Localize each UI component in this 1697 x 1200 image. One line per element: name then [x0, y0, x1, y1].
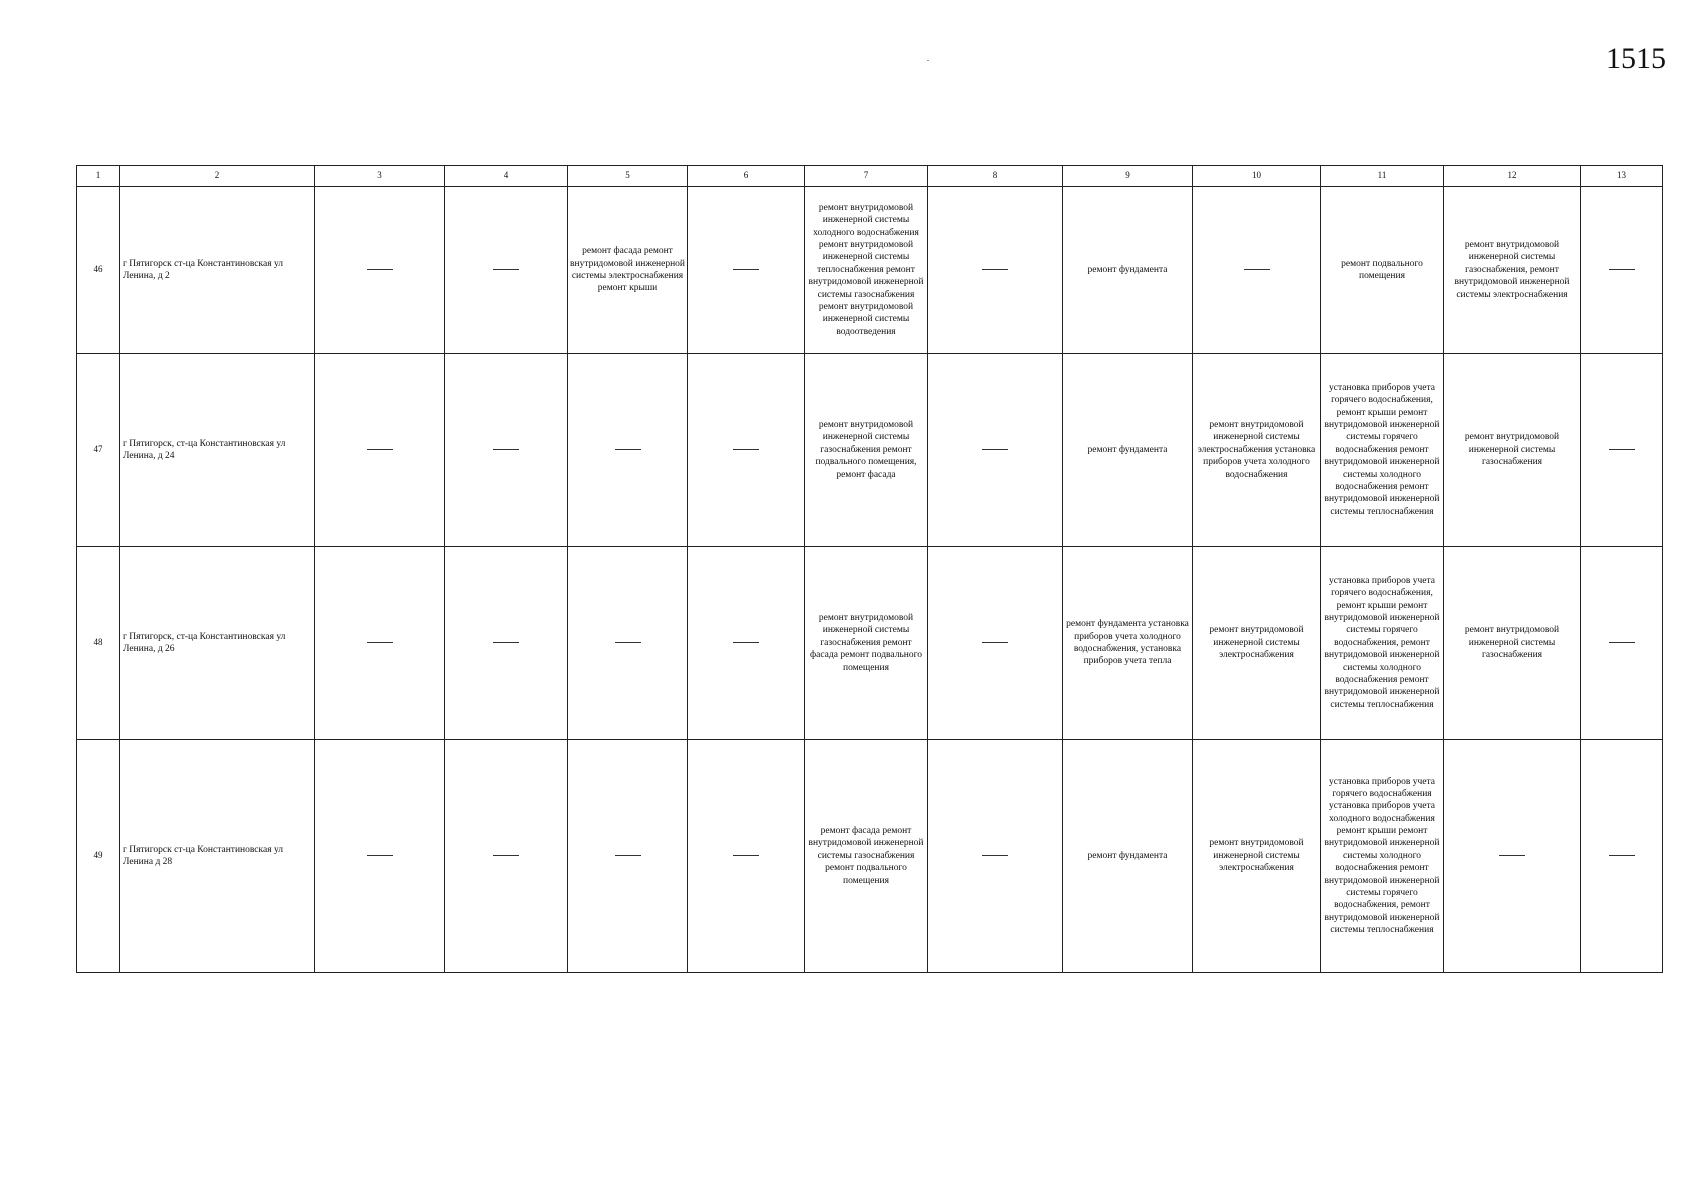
- empty-cell: [445, 547, 568, 740]
- empty-cell: [688, 547, 805, 740]
- column-number-cell: 4: [445, 166, 568, 187]
- dash-mark: [615, 855, 641, 856]
- work-type-cell: ремонт внутридомовой инженерной системы газоснабжения ремонт подвального помещения, ремонт фасада: [805, 354, 928, 547]
- row-number-cell: 48: [77, 547, 120, 740]
- empty-cell: [315, 740, 445, 973]
- page-number: 1515: [1606, 42, 1666, 75]
- column-number-cell: 2: [120, 166, 315, 187]
- work-type-cell: ремонт внутридомовой инженерной системы электроснабжения установка приборов учета холодного водоснабжения: [1193, 354, 1321, 547]
- empty-cell: [568, 547, 688, 740]
- work-type-cell: ремонт внутридомовой инженерной системы газоснабжения ремонт фасада ремонт подвального помещения: [805, 547, 928, 740]
- dash-mark: [367, 855, 393, 856]
- column-number-cell: 8: [928, 166, 1063, 187]
- empty-cell: [928, 354, 1063, 547]
- column-number-cell: 7: [805, 166, 928, 187]
- dash-mark: [1609, 855, 1635, 856]
- empty-cell: [1193, 187, 1321, 354]
- dash-mark: [367, 642, 393, 643]
- address-cell: г Пятигорск, ст-ца Константиновская ул Ленина, д 24: [120, 354, 315, 547]
- row-number-cell: 46: [77, 187, 120, 354]
- dash-mark: [493, 855, 519, 856]
- empty-cell: [315, 187, 445, 354]
- empty-cell: [688, 740, 805, 973]
- dash-mark: [733, 855, 759, 856]
- work-type-cell: установка приборов учета горячего водоснабжения, ремонт крыши ремонт внутридомовой инженерной системы горячего водоснабжения, ремонт внутридомовой инженерной системы холодного водоснабжения ремонт внутридомовой инженерной системы теплоснабжения: [1321, 547, 1444, 740]
- empty-cell: [445, 354, 568, 547]
- address-cell: г Пятигорск ст-ца Константиновская ул Ленина д 28: [120, 740, 315, 973]
- dash-mark: [1609, 269, 1635, 270]
- work-type-cell: ремонт внутридомовой инженерной системы газоснабжения: [1444, 547, 1581, 740]
- empty-cell: [1581, 740, 1663, 973]
- column-number-cell: 12: [1444, 166, 1581, 187]
- dash-mark: [367, 449, 393, 450]
- column-number-cell: 9: [1063, 166, 1193, 187]
- dash-mark: [982, 269, 1008, 270]
- empty-cell: [928, 187, 1063, 354]
- dash-mark: [493, 269, 519, 270]
- empty-cell: [568, 354, 688, 547]
- row-number-cell: 49: [77, 740, 120, 973]
- column-number-cell: 11: [1321, 166, 1444, 187]
- empty-cell: [688, 354, 805, 547]
- work-type-cell: ремонт фасада ремонт внутридомовой инженерной системы электроснабжения ремонт крыши: [568, 187, 688, 354]
- table-row: [77, 547, 1663, 740]
- dash-mark: [1499, 855, 1525, 856]
- work-type-cell: установка приборов учета горячего водоснабжения, ремонт крыши ремонт внутридомовой инженерной системы горячего водоснабжения ремонт внутридомовой инженерной системы холодного водоснабжения ремонт внутридомовой инженерной системы теплоснабжения: [1321, 354, 1444, 547]
- scan-mark: [927, 60, 929, 61]
- dash-mark: [1609, 642, 1635, 643]
- dash-mark: [982, 449, 1008, 450]
- dash-mark: [615, 642, 641, 643]
- work-type-cell: ремонт подвального помещения: [1321, 187, 1444, 354]
- column-number-cell: 5: [568, 166, 688, 187]
- empty-cell: [928, 740, 1063, 973]
- address-cell: г Пятигорск ст-ца Константиновская ул Ленина, д 2: [120, 187, 315, 354]
- address-cell: г Пятигорск, ст-ца Константиновская ул Ленина, д 26: [120, 547, 315, 740]
- dash-mark: [1244, 269, 1270, 270]
- work-type-cell: ремонт внутридомовой инженерной системы газоснабжения: [1444, 354, 1581, 547]
- empty-cell: [928, 547, 1063, 740]
- work-type-cell: ремонт фундамента: [1063, 354, 1193, 547]
- work-type-cell: установка приборов учета горячего водоснабжения установка приборов учета холодного водоснабжения ремонт крыши ремонт внутридомовой инженерной системы холодного водоснабжения ремонт внутридомовой инженерной системы горячего водоснабжения, ремонт внутридомовой инженерной системы теплоснабжения: [1321, 740, 1444, 973]
- work-type-cell: ремонт фундамента: [1063, 187, 1193, 354]
- dash-mark: [493, 449, 519, 450]
- work-type-cell: ремонт внутридомовой инженерной системы холодного водоснабжения ремонт внутридомовой инженерной системы теплоснабжения ремонт внутридомовой инженерной системы газоснабжения ремонт внутридомовой инженерной системы водоотведения: [805, 187, 928, 354]
- empty-cell: [445, 740, 568, 973]
- dash-mark: [982, 855, 1008, 856]
- repair-schedule-table: [76, 165, 1663, 973]
- empty-cell: [1581, 354, 1663, 547]
- row-number-cell: 47: [77, 354, 120, 547]
- column-number-cell: 10: [1193, 166, 1321, 187]
- empty-cell: [688, 187, 805, 354]
- dash-mark: [733, 449, 759, 450]
- dash-mark: [982, 642, 1008, 643]
- table-row: [77, 187, 1663, 354]
- work-type-cell: ремонт внутридомовой инженерной системы электроснабжения: [1193, 740, 1321, 973]
- empty-cell: [568, 740, 688, 973]
- empty-cell: [315, 354, 445, 547]
- work-type-cell: ремонт внутридомовой инженерной системы электроснабжения: [1193, 547, 1321, 740]
- dash-mark: [733, 642, 759, 643]
- empty-cell: [445, 187, 568, 354]
- dash-mark: [493, 642, 519, 643]
- table-row: [77, 354, 1663, 547]
- dash-mark: [1609, 449, 1635, 450]
- work-type-cell: ремонт фундамента установка приборов учета холодного водоснабжения, установка приборов учета тепла: [1063, 547, 1193, 740]
- column-number-row: [77, 166, 1663, 187]
- empty-cell: [315, 547, 445, 740]
- empty-cell: [1581, 547, 1663, 740]
- work-type-cell: ремонт фасада ремонт внутридомовой инженерной системы газоснабжения ремонт подвального помещения: [805, 740, 928, 973]
- dash-mark: [733, 269, 759, 270]
- table-row: [77, 740, 1663, 973]
- dash-mark: [615, 449, 641, 450]
- column-number-cell: 6: [688, 166, 805, 187]
- work-type-cell: ремонт внутридомовой инженерной системы газоснабжения, ремонт внутридомовой инженерной системы электроснабжения: [1444, 187, 1581, 354]
- empty-cell: [1444, 740, 1581, 973]
- dash-mark: [367, 269, 393, 270]
- work-type-cell: ремонт фундамента: [1063, 740, 1193, 973]
- column-number-cell: 1: [77, 166, 120, 187]
- empty-cell: [1581, 187, 1663, 354]
- column-number-cell: 13: [1581, 166, 1663, 187]
- column-number-cell: 3: [315, 166, 445, 187]
